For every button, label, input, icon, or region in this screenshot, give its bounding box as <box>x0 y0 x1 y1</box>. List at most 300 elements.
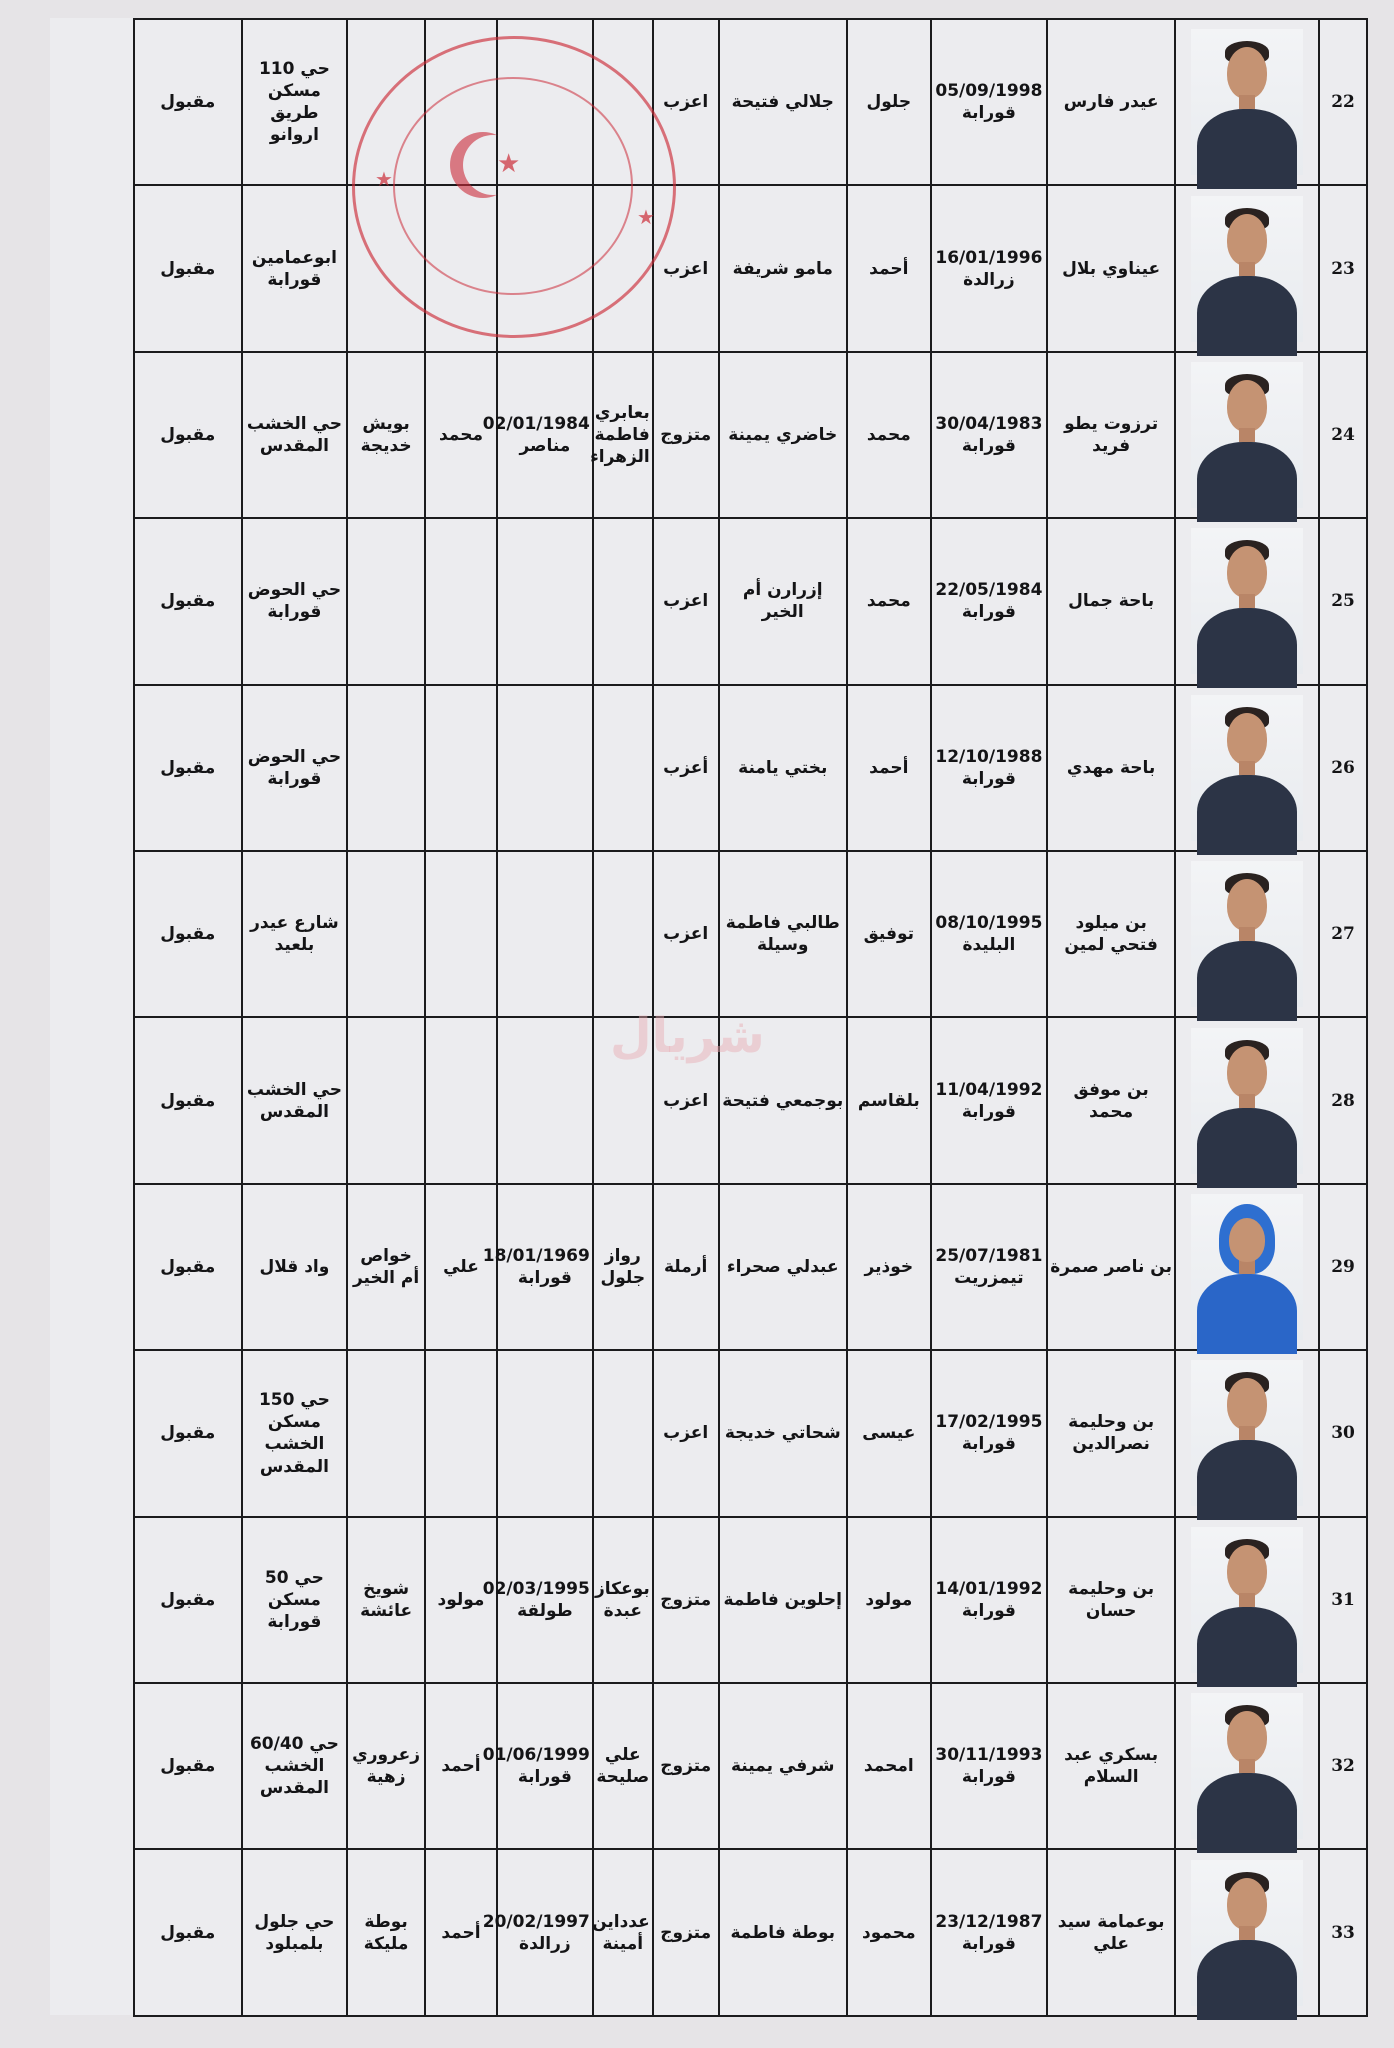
address-text: ابوعمامين قورابة <box>251 247 337 290</box>
portrait-body <box>1197 442 1297 522</box>
marital-status-text: متزوج <box>660 1756 712 1777</box>
applicant-photo <box>1175 1350 1319 1516</box>
star-icon: ★ <box>497 149 521 179</box>
row-number-text: 26 <box>1331 757 1355 778</box>
spouse-birth-date-place-text: 01/06/1999 <box>482 1745 590 1766</box>
birth-date-place <box>931 1184 1047 1350</box>
decision <box>134 1017 242 1183</box>
address <box>242 185 347 351</box>
decision <box>134 1184 242 1350</box>
birth-date-place-text: 30/11/1993 <box>935 1745 1043 1766</box>
marital-status-text: أرملة <box>663 1257 708 1277</box>
decision <box>134 685 242 851</box>
portrait-neck <box>1239 1926 1255 1940</box>
birth-date-place <box>931 851 1047 1017</box>
spouse-father-name <box>425 1184 497 1350</box>
spouse-father-name <box>425 685 497 851</box>
address-text: حي الحوض قورابة <box>247 746 342 789</box>
father-name <box>847 1849 931 2015</box>
spouse-name <box>593 1517 653 1683</box>
applicant-name <box>1047 352 1175 518</box>
father-name <box>847 352 931 518</box>
table-row <box>51 19 1367 185</box>
father-name-text: بلقاسم <box>857 1090 920 1111</box>
spouse-name-text: رواز جلول <box>600 1245 646 1289</box>
spouse-name <box>593 1184 653 1350</box>
address-text: حي 60/40 الخشب المقدس <box>249 1734 339 1799</box>
spouse-father-name <box>425 1350 497 1516</box>
applicant-name-text: باحة جمال <box>1068 591 1155 612</box>
father-name <box>847 1683 931 1849</box>
spouse-father-name <box>425 185 497 351</box>
marital-status <box>653 1017 719 1183</box>
portrait-body <box>1197 941 1297 1021</box>
applicant-photo <box>1175 1849 1319 2015</box>
spouse-mother-name <box>347 685 425 851</box>
father-name-text: محمد <box>866 424 911 445</box>
spouse-father-name-text: مولود <box>437 1589 485 1610</box>
portrait-body <box>1197 775 1297 855</box>
address <box>242 1017 347 1183</box>
mother-name <box>719 19 847 185</box>
spouse-birth-date-place-text: قورابة <box>517 1767 572 1788</box>
portrait-male-icon <box>1191 29 1303 175</box>
birth-date-place-text: 22/05/1984 <box>935 580 1043 601</box>
applicant-name-text: عيدر فارس <box>1063 92 1159 113</box>
row-number-text: 28 <box>1331 1090 1355 1111</box>
table-body <box>51 19 1367 2016</box>
spouse-birth-date-place <box>482 1517 593 1683</box>
portrait-neck <box>1239 1426 1255 1440</box>
spouse-name <box>593 19 653 185</box>
mother-name-text: بوجمعي فتيحة <box>722 1090 844 1111</box>
marital-status <box>653 685 719 851</box>
applicant-photo <box>1175 685 1319 851</box>
spouse-name-text: بعابري فاطمة الزهراء <box>590 402 650 468</box>
marital-status-text: اعزب <box>663 591 709 612</box>
marital-status-text: اعزب <box>663 92 709 113</box>
marital-status <box>653 518 719 684</box>
row-number-text: 22 <box>1331 92 1355 113</box>
address <box>242 851 347 1017</box>
spouse-mother-name <box>347 1683 425 1849</box>
row-number <box>1319 19 1367 185</box>
spouse-mother-name <box>347 352 425 518</box>
birth-date-place <box>931 1517 1047 1683</box>
spouse-birth-date-place-text: 02/01/1984 <box>482 413 590 434</box>
portrait-head <box>1229 1218 1265 1262</box>
row-number <box>1319 1849 1367 2015</box>
spouse-mother-name <box>347 851 425 1017</box>
table-row <box>51 352 1367 518</box>
address-text: حي الخشب المقدس <box>246 413 342 457</box>
spouse-mother-name <box>347 518 425 684</box>
spouse-father-name <box>425 19 497 185</box>
portrait-body <box>1197 608 1297 688</box>
spouse-name-text: عدداين أمينة <box>592 1911 650 1954</box>
spouse-birth-date-place-text: مناصر <box>519 436 571 457</box>
row-number <box>1319 518 1367 684</box>
applicant-photo <box>1175 1017 1319 1183</box>
birth-date-place-text: 17/02/1995 <box>935 1412 1043 1433</box>
birth-date-place <box>931 185 1047 351</box>
spouse-name <box>593 1350 653 1516</box>
table-row <box>51 1017 1367 1183</box>
applicant-photo <box>1175 185 1319 351</box>
portrait-head <box>1227 879 1267 931</box>
father-name-text: توفيق <box>863 924 915 945</box>
address-text: حي الحوض قورابة <box>247 580 342 623</box>
portrait-neck <box>1239 1759 1255 1773</box>
father-name <box>847 19 931 185</box>
spouse-birth-date-place <box>482 1184 593 1350</box>
applicant-name-text: عيناوي بلال <box>1062 258 1161 279</box>
decision <box>134 185 242 351</box>
table-row <box>51 1517 1367 1683</box>
portrait-head <box>1227 546 1267 598</box>
portrait-head <box>1227 713 1267 765</box>
applicant-name-text: ترزوت يطو فريد <box>1064 413 1159 457</box>
spouse-mother-name <box>347 1849 425 2015</box>
spouse-name <box>593 851 653 1017</box>
marital-status-text: متزوج <box>660 1589 712 1610</box>
father-name-text: جلول <box>866 92 912 113</box>
portrait-body <box>1197 276 1297 356</box>
spouse-name <box>590 352 653 518</box>
spouse-birth-date-place-text: 18/01/1969 <box>482 1245 590 1266</box>
spouse-mother-name-text: زعروري زهية <box>352 1745 421 1788</box>
address <box>242 1517 347 1683</box>
applicant-name <box>1047 1350 1175 1516</box>
mother-name <box>719 1683 847 1849</box>
birth-date-place-text: 16/01/1996 <box>935 247 1043 268</box>
mother-name <box>719 851 847 1017</box>
address <box>242 1849 347 2015</box>
marital-status-text: أعزب <box>663 757 709 778</box>
row-number-text: 31 <box>1331 1589 1355 1610</box>
decision-text: مقبول <box>160 757 216 778</box>
birth-date-place-text: البليدة <box>962 935 1016 956</box>
spouse-mother-name <box>347 185 425 351</box>
applicant-photo <box>1175 1683 1319 1849</box>
decision-text: مقبول <box>160 924 216 945</box>
birth-date-place-text: 25/07/1981 <box>935 1245 1043 1266</box>
marital-status-text: متزوج <box>660 1922 712 1943</box>
address <box>242 352 347 518</box>
portrait-neck <box>1239 594 1255 608</box>
father-name <box>847 685 931 851</box>
spouse-birth-date-place <box>482 352 593 518</box>
birth-date-place <box>931 1350 1047 1516</box>
row-number <box>1319 1683 1367 1849</box>
portrait-head <box>1227 1378 1267 1430</box>
table-row <box>51 518 1367 684</box>
decision <box>134 851 242 1017</box>
spouse-birth-date-place-text: 02/03/1995 <box>482 1578 590 1599</box>
spouse-birth-date-place-text: طولقة <box>517 1600 573 1621</box>
marital-status <box>653 1683 719 1849</box>
father-name <box>847 1184 931 1350</box>
portrait-body <box>1197 1274 1297 1354</box>
marital-status-text: اعزب <box>663 1090 709 1111</box>
birth-date-place-text: 11/04/1992 <box>935 1079 1043 1100</box>
applicant-name-text: بن وحليمة نصرالدين <box>1068 1412 1155 1455</box>
birth-date-place-text: قورابة <box>961 768 1016 789</box>
father-name <box>847 1350 931 1516</box>
spouse-mother-name <box>347 19 425 185</box>
marital-status <box>653 352 719 518</box>
birth-date-place <box>931 19 1047 185</box>
row-number-text: 32 <box>1331 1756 1355 1777</box>
applicant-name <box>1047 851 1175 1017</box>
marital-status <box>653 1184 719 1350</box>
spouse-mother-name-text: بوطة مليكة <box>363 1911 409 1954</box>
birth-date-place <box>931 685 1047 851</box>
row-number-text: 29 <box>1331 1257 1355 1277</box>
table-row <box>51 1184 1367 1350</box>
spouse-mother-name <box>347 1350 425 1516</box>
birth-date-place-text: قورابة <box>961 103 1016 124</box>
applicant-photo <box>1175 1184 1319 1350</box>
watermark: شريال <box>610 1008 765 1064</box>
spouse-father-name <box>425 1849 497 2015</box>
row-number-text: 24 <box>1331 424 1355 445</box>
spouse-name <box>593 1849 653 2015</box>
spouse-mother-name <box>347 1017 425 1183</box>
mother-name <box>719 1849 847 2015</box>
decision <box>134 1350 242 1516</box>
spouse-name <box>593 1683 653 1849</box>
spouse-father-name <box>425 851 497 1017</box>
address <box>242 518 347 684</box>
beneficiaries-table <box>50 18 1368 2017</box>
spouse-birth-date-place <box>482 1849 593 2015</box>
marital-status <box>653 1350 719 1516</box>
spouse-birth-date-place <box>497 19 593 185</box>
address-text: واد قلال <box>259 1257 330 1277</box>
mother-name-text: بختي يامنة <box>738 757 828 778</box>
spouse-mother-name <box>347 1517 425 1683</box>
portrait-head <box>1227 1878 1267 1930</box>
father-name-text: امحمد <box>863 1756 914 1777</box>
applicant-name <box>1047 1683 1175 1849</box>
registry-sheet <box>50 18 1368 2015</box>
portrait-male-icon <box>1191 1028 1303 1174</box>
mother-name-text: إحلوين فاطمة <box>723 1589 843 1610</box>
father-name-text: أحمد <box>869 258 909 279</box>
mother-name-text: خاضري يمينة <box>728 424 838 445</box>
marital-status <box>653 19 719 185</box>
spouse-mother-name-text: خواص أم الخير <box>352 1245 420 1289</box>
portrait-neck <box>1239 428 1255 442</box>
decision-text: مقبول <box>160 258 216 279</box>
table-row <box>51 685 1367 851</box>
address <box>242 685 347 851</box>
birth-date-place-text: تيمزريت <box>954 1268 1024 1289</box>
row-number-text: 30 <box>1331 1423 1355 1444</box>
decision-text: مقبول <box>160 1423 216 1444</box>
decision <box>134 1683 242 1849</box>
birth-date-place-text: قورابة <box>961 1933 1016 1954</box>
address <box>242 1184 347 1350</box>
portrait-male-icon <box>1191 362 1303 508</box>
marital-status-text: متزوج <box>660 424 712 445</box>
spouse-birth-date-place <box>497 685 593 851</box>
birth-date-place <box>931 518 1047 684</box>
table-row <box>51 1350 1367 1516</box>
birth-date-place <box>931 1683 1047 1849</box>
spouse-name-text: بوعكاز عبدة <box>595 1578 650 1621</box>
spouse-mother-name-text: بويش خديجة <box>360 413 412 457</box>
birth-date-place-text: قورابة <box>961 1600 1016 1621</box>
table-row <box>51 851 1367 1017</box>
portrait-male-icon <box>1191 1360 1303 1506</box>
marital-status-text: اعزب <box>663 924 709 945</box>
birth-date-place-text: 14/01/1992 <box>935 1578 1043 1599</box>
address-text: حي جلول بلمبلود <box>254 1911 335 1954</box>
mother-name-text: إزرارن أم الخير <box>742 580 823 623</box>
mother-name-text: بوطة فاطمة <box>730 1922 836 1943</box>
portrait-neck <box>1239 1593 1255 1607</box>
portrait-head <box>1227 1711 1267 1763</box>
portrait-head <box>1227 1046 1267 1098</box>
decision-text: مقبول <box>160 1090 216 1111</box>
birth-date-place-text: قورابة <box>961 1767 1016 1788</box>
address-text: حي 110 مسكن طريق اروانو <box>258 59 330 146</box>
decision-text: مقبول <box>160 1257 216 1277</box>
spouse-name <box>593 1017 653 1183</box>
spouse-father-name <box>425 518 497 684</box>
spouse-father-name <box>425 1517 497 1683</box>
row-number <box>1319 1184 1367 1350</box>
birth-date-place-text: قورابة <box>961 1101 1016 1122</box>
row-number <box>1319 1350 1367 1516</box>
spouse-father-name-text: علي <box>443 1257 479 1277</box>
row-number <box>1319 185 1367 351</box>
spouse-father-name-text: أحمد <box>441 1756 481 1777</box>
mother-name-text: جلالي فتيحة <box>731 92 834 113</box>
star-icon: ★ <box>375 167 393 191</box>
spouse-mother-name-text: شويخ عائشة <box>360 1578 413 1621</box>
spouse-birth-date-place <box>482 1683 593 1849</box>
mother-name <box>719 1184 847 1350</box>
applicant-name <box>1047 19 1175 185</box>
portrait-male-icon <box>1191 695 1303 841</box>
address <box>242 1350 347 1516</box>
mother-name-text: شرفي يمينة <box>731 1756 835 1777</box>
portrait-head <box>1227 380 1267 432</box>
birth-date-place-text: 08/10/1995 <box>935 913 1043 934</box>
portrait-body <box>1197 1607 1297 1687</box>
father-name-text: أحمد <box>869 757 909 778</box>
birth-date-place <box>931 352 1047 518</box>
decision-text: مقبول <box>160 92 216 113</box>
portrait-neck <box>1239 761 1255 775</box>
applicant-photo <box>1175 19 1319 185</box>
address <box>242 1683 347 1849</box>
portrait-body <box>1197 1108 1297 1188</box>
star-icon: ★ <box>637 205 655 229</box>
birth-date-place <box>931 1849 1047 2015</box>
address-text: حي 150 مسكن الخشب المقدس <box>258 1390 330 1477</box>
portrait-head <box>1227 1545 1267 1597</box>
mother-name-text: شحاتي خديجة <box>724 1423 841 1444</box>
applicant-name <box>1047 1184 1175 1350</box>
applicant-photo <box>1175 352 1319 518</box>
portrait-body <box>1197 1440 1297 1520</box>
marital-status-text: اعزب <box>663 258 709 279</box>
birth-date-place-text: 12/10/1988 <box>935 746 1043 767</box>
spouse-father-name <box>425 1683 497 1849</box>
applicant-photo <box>1175 518 1319 684</box>
father-name <box>847 851 931 1017</box>
mother-name <box>719 352 847 518</box>
table-row <box>51 1849 1367 2015</box>
portrait-head <box>1227 214 1267 266</box>
mother-name <box>719 1017 847 1183</box>
spouse-birth-date-place-text: قورابة <box>517 1268 572 1289</box>
portrait-neck <box>1239 95 1255 109</box>
row-number-text: 23 <box>1331 258 1355 279</box>
row-number-text: 33 <box>1331 1922 1355 1943</box>
decision-text: مقبول <box>160 1756 216 1777</box>
row-number-text: 25 <box>1331 591 1355 612</box>
spouse-name <box>593 518 653 684</box>
address <box>242 19 347 185</box>
marital-status <box>653 1517 719 1683</box>
row-number <box>1319 1517 1367 1683</box>
applicant-name-text: بوعمامة سيد علي <box>1057 1911 1165 1954</box>
birth-date-place-text: 23/12/1987 <box>935 1911 1043 1932</box>
applicant-name-text: بسكري عبد السلام <box>1064 1745 1159 1788</box>
spouse-name-text: علي صليحة <box>596 1745 650 1788</box>
row-number <box>1319 1017 1367 1183</box>
spouse-birth-date-place <box>497 1017 593 1183</box>
mother-name-text: طالبي فاطمة وسيلة <box>725 913 840 956</box>
spouse-father-name <box>425 1017 497 1183</box>
mother-name-text: عبدلي صحراء <box>726 1257 839 1277</box>
spouse-birth-date-place <box>497 851 593 1017</box>
address-text: حي 50 مسكن قورابة <box>264 1567 324 1632</box>
marital-status <box>653 851 719 1017</box>
address-text: حي الخشب المقدس <box>246 1079 342 1122</box>
address-text: شارع عيدر بلعيد <box>250 913 339 956</box>
applicant-photo <box>1175 851 1319 1017</box>
marital-status <box>653 185 719 351</box>
mother-name-text: مامو شريفة <box>732 258 833 279</box>
mother-name <box>719 185 847 351</box>
decision <box>134 352 242 518</box>
mother-name <box>719 685 847 851</box>
row-number <box>1319 685 1367 851</box>
applicant-name-text: بن وحليمة حسان <box>1068 1578 1155 1621</box>
applicant-name-text: بن ميلود فتحي لمين <box>1064 913 1158 956</box>
birth-date-place-text: قورابة <box>961 1434 1016 1455</box>
mother-name <box>719 1350 847 1516</box>
spouse-father-name <box>425 352 497 518</box>
portrait-neck <box>1239 927 1255 941</box>
applicant-photo <box>1175 1517 1319 1683</box>
decision <box>134 518 242 684</box>
father-name-text: خوذير <box>864 1257 914 1277</box>
portrait-body <box>1197 1940 1297 2020</box>
father-name <box>847 1017 931 1183</box>
portrait-male-icon <box>1191 1527 1303 1673</box>
father-name <box>847 1517 931 1683</box>
spouse-name <box>593 685 653 851</box>
birth-date-place-text: قورابة <box>961 602 1016 623</box>
spouse-birth-date-place <box>497 1350 593 1516</box>
